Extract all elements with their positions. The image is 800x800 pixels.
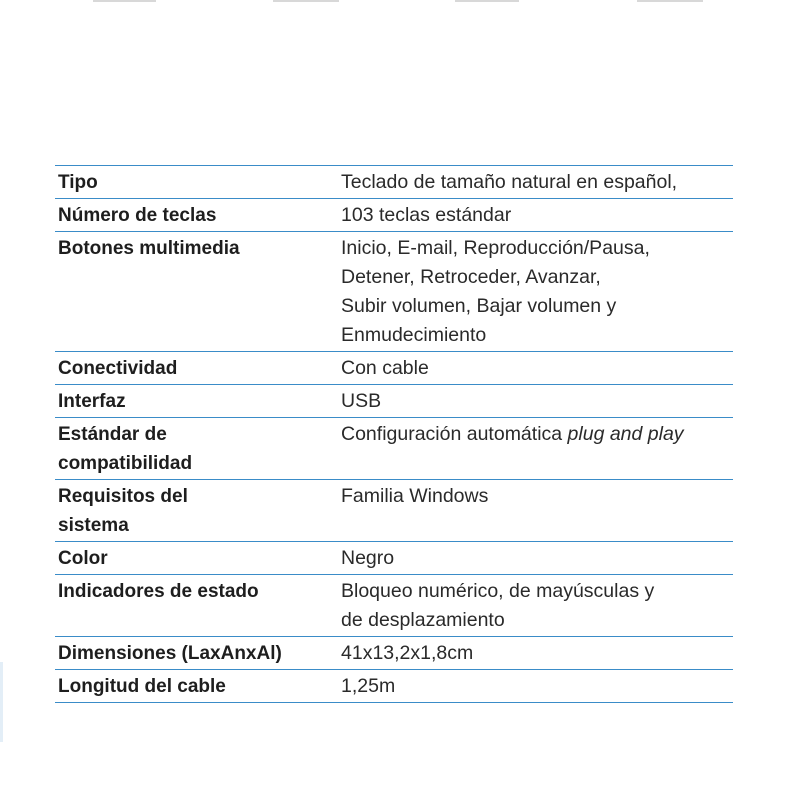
spec-row-tipo	[55, 165, 733, 198]
spec-value-line: Negro	[341, 547, 395, 569]
spec-row-indicadores-estado	[55, 574, 733, 636]
spec-value-line: 103 teclas estándar	[341, 204, 512, 226]
spec-value-prefix: Configuración automática	[341, 423, 568, 445]
spec-label-line: sistema	[58, 515, 129, 536]
spec-value	[341, 544, 733, 573]
spec-value-line: Con cable	[341, 357, 429, 379]
spec-value	[341, 234, 733, 350]
spec-value-line: Bloqueo numérico, de mayúsculas y	[341, 580, 655, 602]
spec-label-line: Estándar de	[58, 424, 167, 445]
top-mark-1	[93, 0, 156, 2]
spec-label: Indicadores de estado	[58, 581, 259, 602]
spec-value	[341, 420, 733, 478]
spec-value	[341, 482, 733, 540]
spec-label: Longitud del cable	[58, 676, 226, 697]
spec-label: Color	[58, 548, 108, 569]
spec-label-line: compatibilidad	[58, 453, 193, 474]
spec-table	[55, 165, 733, 703]
spec-row-estandar-compatibilidad	[55, 417, 733, 479]
spec-row-numero-teclas	[55, 198, 733, 231]
spec-value-line	[341, 420, 733, 449]
spec-row-longitud-cable	[55, 669, 733, 703]
spec-value-line: de desplazamiento	[341, 609, 505, 631]
top-mark-4	[637, 0, 703, 2]
spec-value	[341, 168, 733, 197]
spec-value-line: Detener, Retroceder, Avanzar,	[341, 266, 601, 288]
top-mark-3	[455, 0, 519, 2]
spec-label: Tipo	[58, 172, 98, 193]
spec-row-botones-multimedia	[55, 231, 733, 351]
spec-value-line: USB	[341, 390, 382, 412]
left-edge-mark	[0, 662, 3, 742]
spec-value-line: 1,25m	[341, 675, 396, 697]
spec-row-color	[55, 541, 733, 574]
spec-label: Dimensiones (LaxAnxAl)	[58, 643, 282, 664]
spec-label: Conectividad	[58, 358, 178, 379]
spec-value-line: Enmudecimiento	[341, 324, 487, 346]
spec-row-conectividad	[55, 351, 733, 384]
spec-value	[341, 387, 733, 416]
spec-label: Número de teclas	[58, 205, 217, 226]
spec-label: Botones multimedia	[58, 238, 240, 259]
spec-value	[341, 639, 733, 668]
spec-value-line: Familia Windows	[341, 485, 489, 507]
spec-label	[55, 420, 341, 478]
spec-label: Interfaz	[58, 391, 126, 412]
top-mark-2	[273, 0, 339, 2]
spec-label	[55, 482, 341, 540]
spec-label-line: Requisitos del	[58, 486, 188, 507]
spec-value	[341, 201, 733, 230]
spec-value-line: Inicio, E-mail, Reproducción/Pausa,	[341, 237, 650, 259]
spec-row-requisitos-sistema	[55, 479, 733, 541]
spec-value-line: Subir volumen, Bajar volumen y	[341, 295, 617, 317]
spec-row-interfaz	[55, 384, 733, 417]
spec-row-dimensiones	[55, 636, 733, 669]
spec-value	[341, 577, 733, 635]
spec-value-line: 41x13,2x1,8cm	[341, 642, 474, 664]
spec-value-italic: plug and play	[567, 423, 684, 445]
spec-value-line: Teclado de tamaño natural en español,	[341, 171, 678, 193]
spec-value	[341, 672, 733, 701]
spec-value	[341, 354, 733, 383]
